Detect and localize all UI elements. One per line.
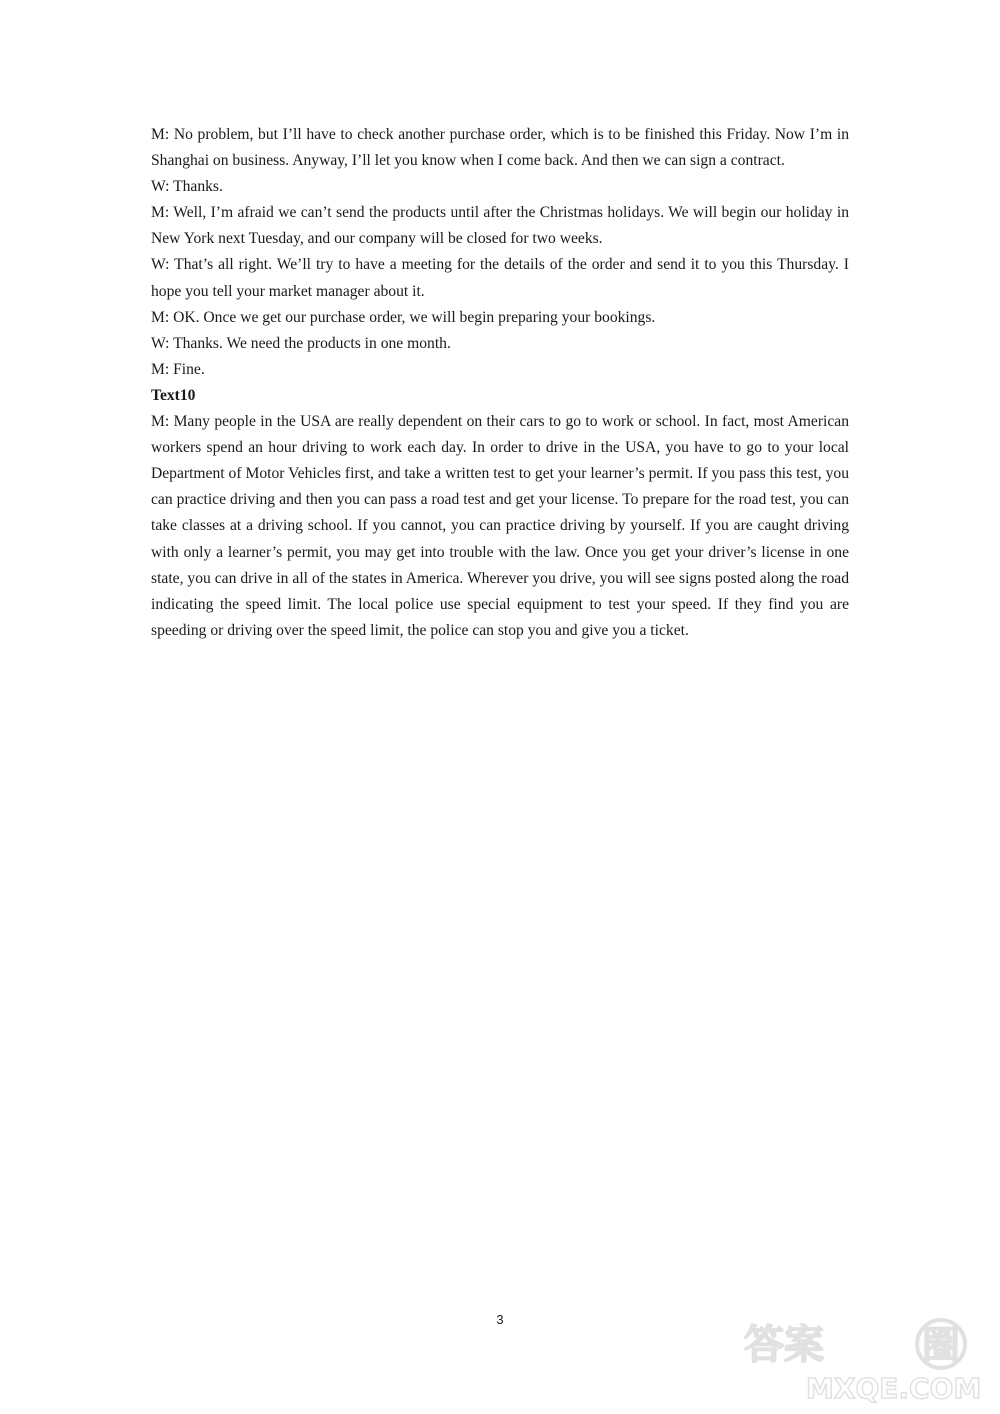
dialogue-line: M: No problem, but I’ll have to check another purchase order, which is to be finished this Friday. Now I’m in Shanghai on business. Anyway, I’ll let you know when I come back. And then we can sign a contract. bbox=[151, 126, 849, 170]
section-heading: Text10 bbox=[151, 386, 196, 404]
monologue-paragraph: M: Many people in the USA are really dependent on their cars to go to work or school. In fact, most American workers spend an hour driving to work each day. In order to drive in the USA, you have to go to your local Department of Motor Vehicles first, and take a written test to get your learner’s permit. If you pass this test, you can practice driving and then you can pass a road test and get your license. To prepare for the road test, you can take classes at a driving school. If you cannot, you can practice driving by yourself. If you are caught driving with only a learner’s permit, you may get into trouble with the law. Once you get your driver’s license in one state, you can drive in all of the states in America. Wherever you drive, you will see signs posted along the road indicating the speed limit. The local police use special equipment to test your speed. If they find you are speeding or driving over the speed limit, the police can stop you and give you a ticket. bbox=[151, 413, 849, 639]
svg-text:圈: 圈 bbox=[922, 1323, 961, 1367]
dialogue-line: W: Thanks. We need the products in one month. bbox=[151, 334, 451, 352]
dialogue-line: W: Thanks. bbox=[151, 178, 223, 196]
dialogue-line: M: Well, I’m afraid we can’t send the products until after the Christmas holidays. We will begin our holiday in New York next Tuesday, and our company will be closed for two weeks. bbox=[151, 204, 849, 248]
svg-text:MXQE.COM: MXQE.COM bbox=[806, 1372, 982, 1404]
dialogue-line: W: That’s all right. We’ll try to have a meeting for the details of the order and send it to you this Thursday. I hope you tell your market manager about it. bbox=[151, 256, 849, 300]
page-number: 3 bbox=[496, 1312, 504, 1327]
watermark-logo bbox=[736, 1314, 986, 1404]
dialogue-line: M: OK. Once we get our purchase order, we will begin preparing your bookings. bbox=[151, 308, 656, 326]
page-body bbox=[151, 122, 849, 644]
svg-text:答案: 答案 bbox=[744, 1322, 824, 1368]
dialogue-line: M: Fine. bbox=[151, 360, 205, 378]
